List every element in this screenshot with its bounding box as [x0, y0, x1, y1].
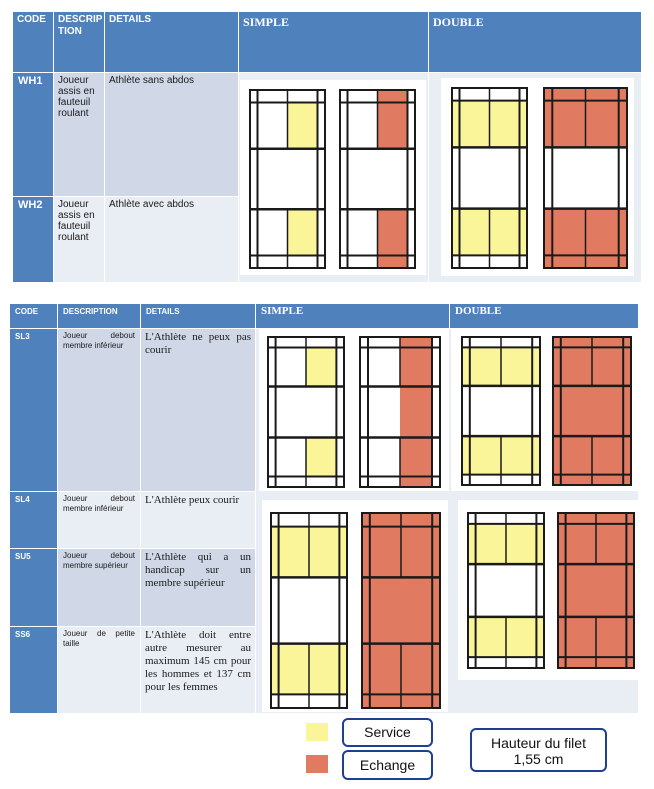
t1-row2-code: WH2 [13, 197, 53, 282]
t2-row2-details: L'Athlète peux courir [141, 492, 255, 548]
t2-row2-description: Joueur debout membre inférieur [58, 492, 140, 548]
t2-row3-details: L'Athlète qui a un handicap sur un membre supérieur [141, 549, 255, 626]
court-sl4-simple-exchange [362, 513, 440, 708]
t2-row4-details: L'Athlète doit entre autre mesurer au maximum 145 cm pour les hommes et 137 cm pour les femmes [141, 627, 255, 713]
t2-header-simple: SIMPLE [256, 304, 449, 328]
court-sl4-double-exchange [558, 513, 634, 668]
t2-row4-code: SS6 [10, 627, 57, 713]
court-sl4-simple-service [271, 513, 347, 708]
t1-row1-description: Joueur assis en fauteuil roulant [54, 73, 104, 196]
t1-row2-details: Athlète avec abdos [105, 197, 238, 282]
t1-row1-details: Athlète sans abdos [105, 73, 238, 196]
t2-header-details: DETAILS [141, 304, 255, 328]
t1-header-double: DOUBLE [429, 12, 641, 72]
t2-row2-code: SL4 [10, 492, 57, 548]
legend-service-label: Service [342, 718, 433, 747]
legend-exchange-label: Echange [342, 750, 433, 780]
court-sl3-double-service [462, 337, 540, 485]
court-t1-simple-exchange [340, 90, 415, 268]
net-height-title: Hauteur du filet [491, 735, 586, 751]
t1-header-description: DESCRIP TION [54, 12, 104, 72]
t2-header-description: DESCRIPTION [58, 304, 140, 328]
t2-row4-description: Joueur de petite taille [58, 627, 140, 713]
t1-header-code: CODE [13, 12, 53, 72]
t2-row3-code: SU5 [10, 549, 57, 626]
t1-row1-code: WH1 [13, 73, 53, 196]
t1-header-details: DETAILS [105, 12, 238, 72]
t2-header-double: DOUBLE [450, 304, 638, 328]
t2-row1-description: Joueur debout membre inférieur [58, 329, 140, 491]
court-t1-simple-service [250, 90, 325, 268]
t2-header-code: CODE [10, 304, 57, 328]
t1-row2-description: Joueur assis en fauteuil roulant [54, 197, 104, 282]
legend-service-swatch [306, 723, 328, 741]
t2-row1-details: L'Athlète ne peux pas courir [141, 329, 255, 491]
court-t1-double-service [452, 88, 527, 268]
court-sl3-simple-exchange [360, 337, 440, 487]
net-height-box [470, 728, 607, 772]
court-t1-double-exchange [544, 88, 627, 268]
t1-header-simple: SIMPLE [239, 12, 428, 72]
court-sl3-simple-service [268, 337, 344, 487]
court-sl3-double-exchange [553, 337, 631, 485]
court-sl4-double-service [468, 513, 544, 668]
t2-row1-code: SL3 [10, 329, 57, 491]
legend-exchange-swatch [306, 755, 328, 773]
t2-row3-description: Joueur debout membre supérieur [58, 549, 140, 626]
net-height-value: 1,55 cm [513, 751, 564, 767]
